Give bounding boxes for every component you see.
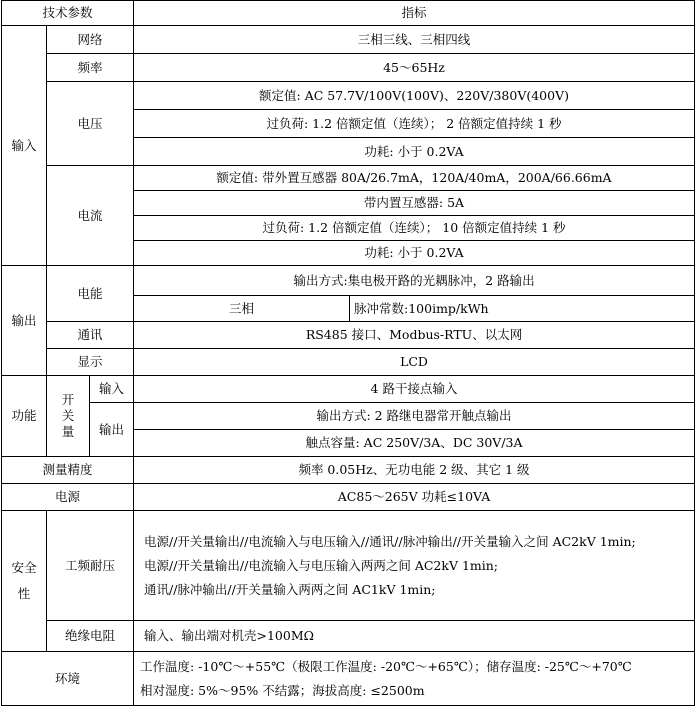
environment-line-2: 相对湿度: 5%～95% 不结露；海拔高度: ≤2500m [140, 682, 425, 698]
power-supply-value: AC85～265V 功耗≤10VA [134, 484, 695, 511]
insulation-value: 输入、输出端对机壳>100MΩ [134, 621, 695, 652]
frequency-value: 45～65Hz [134, 54, 695, 82]
comm-label: 通讯 [47, 322, 134, 349]
function-in-value: 4 路干接点输入 [134, 376, 695, 403]
current-label: 电流 [47, 166, 134, 266]
input-label: 输入 [2, 26, 47, 266]
power-supply-label: 电源 [2, 484, 134, 511]
switch-label: 开 关 量 [47, 376, 90, 457]
voltage-overload: 过负荷: 1.2 倍额定值（连续）； 2 倍额定值持续 1 秒 [134, 110, 695, 138]
current-power: 功耗: 小于 0.2VA [134, 241, 695, 266]
accuracy-label: 测量精度 [2, 457, 134, 484]
function-out-capacity: 触点容量: AC 250V/3A、DC 30V/3A [134, 430, 695, 457]
network-value: 三相三线、三相四线 [134, 26, 695, 54]
insulation-label: 绝缘电阻 [47, 621, 134, 652]
withstand-value [134, 511, 695, 621]
header-spec: 指标 [134, 1, 695, 26]
header-param: 技术参数 [2, 1, 134, 26]
accuracy-value: 频率 0.05Hz、无功电能 2 级、其它 1 级 [134, 457, 695, 484]
energy-mode: 输出方式:集电极开路的光耦脉冲，2 路输出 [134, 266, 695, 296]
withstand-line-2: 电源//开关量输出//电流输入与电压输入两两之间 AC2kV 1min; [144, 557, 499, 573]
withstand-line-3: 通讯//脉冲输出//开关量输入两两之间 AC1kV 1min; [144, 581, 436, 597]
spec-table [1, 0, 695, 706]
function-out-label: 输出 [90, 403, 134, 457]
function-in-label: 输入 [90, 376, 134, 403]
energy-label: 电能 [47, 266, 134, 322]
network-label: 网络 [47, 26, 134, 54]
display-label: 显示 [47, 349, 134, 376]
withstand-line-1: 电源//开关量输出//电流输入与电压输入//通讯//脉冲输出//开关量输入之间 AC2kV 1min; [144, 533, 636, 549]
energy-pulse: 脉冲常数:100imp/kWh [350, 296, 695, 322]
comm-value: RS485 接口、Modbus-RTU、以太网 [134, 322, 695, 349]
voltage-power: 功耗: 小于 0.2VA [134, 138, 695, 166]
voltage-rated: 额定值: AC 57.7V/100V(100V)、220V/380V(400V) [134, 82, 695, 110]
environment-label: 环境 [2, 652, 134, 706]
frequency-label: 频率 [47, 54, 134, 82]
environment-value [134, 652, 695, 706]
environment-line-1: 工作温度: -10℃～+55℃（极限工作温度: -20℃～+65℃）；储存温度: -25℃～+70℃ [140, 658, 632, 674]
energy-phase: 三相 [134, 296, 350, 322]
safety-label: 安全 性 [2, 511, 47, 652]
current-builtin: 带内置互感器: 5A [134, 191, 695, 216]
function-out-mode: 输出方式: 2 路继电器常开触点输出 [134, 403, 695, 430]
current-rated: 额定值: 带外置互感器 80A/26.7mA，120A/40mA，200A/66.66mA [134, 166, 695, 191]
current-overload: 过负荷: 1.2 倍额定值（连续）； 10 倍额定值持续 1 秒 [134, 216, 695, 241]
voltage-label: 电压 [47, 82, 134, 166]
output-label: 输出 [2, 266, 47, 376]
function-label: 功能 [2, 376, 47, 457]
withstand-label: 工频耐压 [47, 511, 134, 621]
display-value: LCD [134, 349, 695, 376]
